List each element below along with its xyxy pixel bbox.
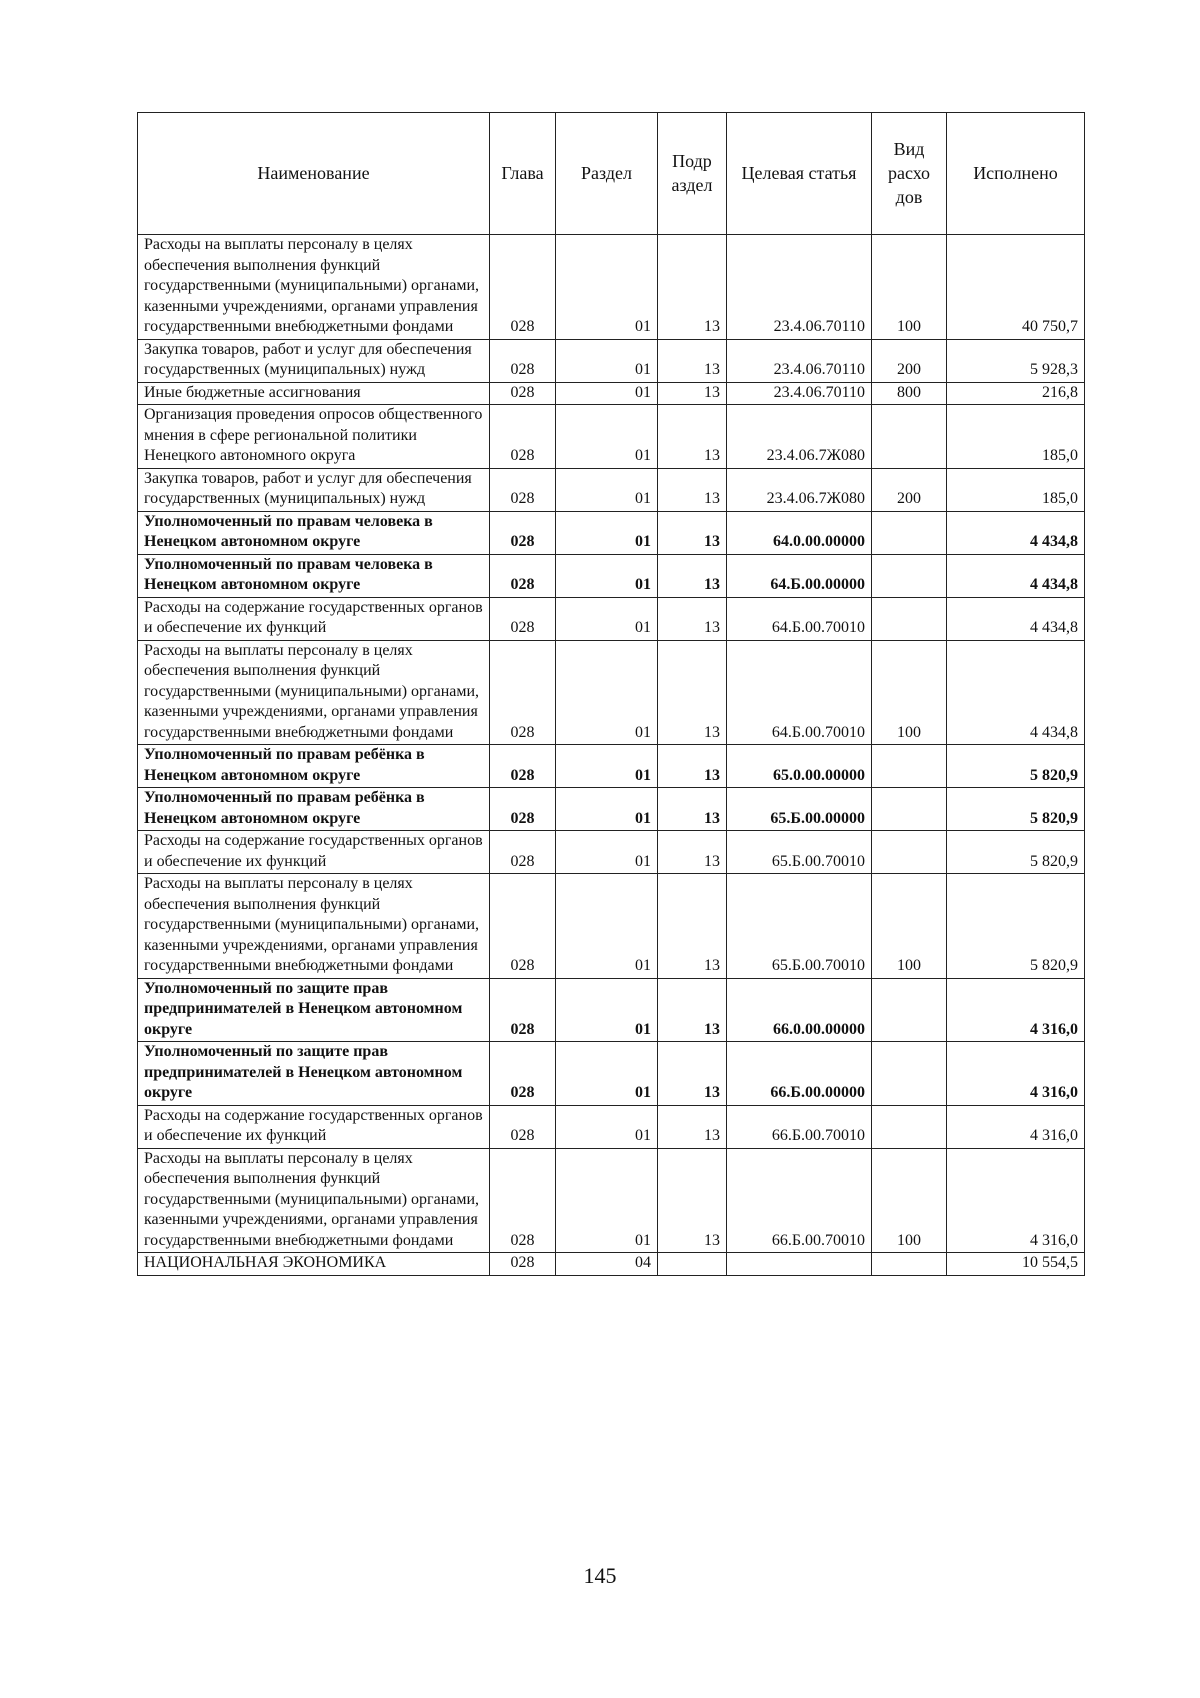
- cell-name: Расходы на содержание государственных органов и обеспечение их функций: [138, 597, 490, 640]
- cell-amount: 4 434,8: [947, 597, 1085, 640]
- header-kind: Вид расхо дов: [872, 113, 947, 235]
- cell-amount: 4 316,0: [947, 1042, 1085, 1106]
- cell-amount: 4 316,0: [947, 1105, 1085, 1148]
- cell-kind: 100: [872, 235, 947, 340]
- cell-subsection: 13: [658, 511, 727, 554]
- cell-section: 01: [556, 235, 658, 340]
- table-row: [138, 1253, 1085, 1276]
- cell-section: 01: [556, 831, 658, 874]
- cell-subsection: 13: [658, 788, 727, 831]
- cell-amount: 5 820,9: [947, 831, 1085, 874]
- table-row: [138, 978, 1085, 1042]
- table-row: [138, 405, 1085, 469]
- cell-amount: 5 820,9: [947, 874, 1085, 979]
- cell-kind: [872, 1253, 947, 1276]
- cell-kind: [872, 1042, 947, 1106]
- cell-name: Уполномоченный по защите прав предпринимателей в Ненецком автономном округе: [138, 978, 490, 1042]
- cell-article: 65.0.00.00000: [727, 745, 872, 788]
- cell-amount: 185,0: [947, 405, 1085, 469]
- cell-kind: 100: [872, 640, 947, 745]
- table-row: [138, 831, 1085, 874]
- cell-kind: [872, 831, 947, 874]
- cell-chapter: 028: [490, 1042, 556, 1106]
- table-row: [138, 1148, 1085, 1253]
- cell-amount: 4 434,8: [947, 554, 1085, 597]
- cell-article: 66.Б.00.70010: [727, 1148, 872, 1253]
- header-section: Раздел: [556, 113, 658, 235]
- cell-chapter: 028: [490, 382, 556, 405]
- cell-amount: 185,0: [947, 468, 1085, 511]
- cell-article: 64.Б.00.70010: [727, 640, 872, 745]
- cell-name: Закупка товаров, работ и услуг для обеспечения государственных (муниципальных) нужд: [138, 339, 490, 382]
- cell-kind: [872, 554, 947, 597]
- cell-amount: 5 928,3: [947, 339, 1085, 382]
- cell-amount: 10 554,5: [947, 1253, 1085, 1276]
- table-row: [138, 382, 1085, 405]
- cell-section: 01: [556, 978, 658, 1042]
- cell-section: 01: [556, 788, 658, 831]
- cell-kind: 200: [872, 468, 947, 511]
- cell-name: Закупка товаров, работ и услуг для обеспечения государственных (муниципальных) нужд: [138, 468, 490, 511]
- cell-amount: 4 316,0: [947, 978, 1085, 1042]
- cell-name: Расходы на содержание государственных органов и обеспечение их функций: [138, 1105, 490, 1148]
- cell-subsection: 13: [658, 831, 727, 874]
- cell-kind: [872, 405, 947, 469]
- cell-amount: 4 434,8: [947, 511, 1085, 554]
- cell-chapter: 028: [490, 1148, 556, 1253]
- cell-kind: 200: [872, 339, 947, 382]
- cell-chapter: 028: [490, 235, 556, 340]
- cell-kind: [872, 978, 947, 1042]
- cell-article: 65.Б.00.70010: [727, 874, 872, 979]
- header-name: Наименование: [138, 113, 490, 235]
- cell-name: Расходы на выплаты персоналу в целях обеспечения выполнения функций государственными (муниципальными) органами, казенными учреждениями, органами управления государственными внебюджетными фондами: [138, 235, 490, 340]
- cell-chapter: 028: [490, 978, 556, 1042]
- cell-chapter: 028: [490, 1253, 556, 1276]
- cell-section: 01: [556, 1042, 658, 1106]
- cell-article: 65.Б.00.00000: [727, 788, 872, 831]
- cell-section: 01: [556, 640, 658, 745]
- cell-section: 01: [556, 382, 658, 405]
- table-row: [138, 874, 1085, 979]
- cell-amount: 5 820,9: [947, 788, 1085, 831]
- cell-name: Уполномоченный по защите прав предпринимателей в Ненецком автономном округе: [138, 1042, 490, 1106]
- table-row: [138, 511, 1085, 554]
- cell-subsection: 13: [658, 468, 727, 511]
- cell-subsection: 13: [658, 554, 727, 597]
- table-row: [138, 597, 1085, 640]
- cell-section: 01: [556, 745, 658, 788]
- cell-article: 64.0.00.00000: [727, 511, 872, 554]
- cell-article: 64.Б.00.00000: [727, 554, 872, 597]
- table-row: [138, 745, 1085, 788]
- cell-section: 01: [556, 468, 658, 511]
- cell-article: 23.4.06.70110: [727, 339, 872, 382]
- cell-subsection: 13: [658, 978, 727, 1042]
- cell-subsection: 13: [658, 405, 727, 469]
- cell-section: 01: [556, 1105, 658, 1148]
- cell-amount: 216,8: [947, 382, 1085, 405]
- cell-name: Уполномоченный по правам ребёнка в Ненецком автономном округе: [138, 788, 490, 831]
- table-row: [138, 235, 1085, 340]
- cell-amount: 4 434,8: [947, 640, 1085, 745]
- cell-kind: 800: [872, 382, 947, 405]
- cell-subsection: 13: [658, 1042, 727, 1106]
- cell-article: [727, 1253, 872, 1276]
- cell-subsection: 13: [658, 640, 727, 745]
- table-row: [138, 1042, 1085, 1106]
- cell-chapter: 028: [490, 1105, 556, 1148]
- header-chapter: Глава: [490, 113, 556, 235]
- cell-chapter: 028: [490, 511, 556, 554]
- cell-section: 01: [556, 554, 658, 597]
- cell-name: Иные бюджетные ассигнования: [138, 382, 490, 405]
- cell-subsection: [658, 1253, 727, 1276]
- table-row: [138, 788, 1085, 831]
- cell-name: Уполномоченный по правам человека в Ненецком автономном округе: [138, 554, 490, 597]
- cell-article: 23.4.06.7Ж080: [727, 405, 872, 469]
- cell-kind: [872, 597, 947, 640]
- table-row: [138, 339, 1085, 382]
- cell-chapter: 028: [490, 554, 556, 597]
- cell-section: 01: [556, 339, 658, 382]
- cell-chapter: 028: [490, 468, 556, 511]
- cell-section: 01: [556, 511, 658, 554]
- cell-name: НАЦИОНАЛЬНАЯ ЭКОНОМИКА: [138, 1253, 490, 1276]
- cell-section: 01: [556, 597, 658, 640]
- cell-name: Уполномоченный по правам ребёнка в Ненецком автономном округе: [138, 745, 490, 788]
- cell-section: 01: [556, 405, 658, 469]
- cell-section: 04: [556, 1253, 658, 1276]
- table-body: [138, 235, 1085, 1276]
- cell-article: 23.4.06.7Ж080: [727, 468, 872, 511]
- cell-chapter: 028: [490, 874, 556, 979]
- cell-kind: 100: [872, 874, 947, 979]
- cell-amount: 40 750,7: [947, 235, 1085, 340]
- table-row: [138, 640, 1085, 745]
- budget-table: [137, 112, 1085, 1276]
- cell-subsection: 13: [658, 235, 727, 340]
- cell-subsection: 13: [658, 874, 727, 979]
- table-row: [138, 1105, 1085, 1148]
- cell-article: 64.Б.00.70010: [727, 597, 872, 640]
- cell-subsection: 13: [658, 1148, 727, 1253]
- cell-subsection: 13: [658, 597, 727, 640]
- table-row: [138, 468, 1085, 511]
- cell-article: 66.0.00.00000: [727, 978, 872, 1042]
- cell-article: 66.Б.00.70010: [727, 1105, 872, 1148]
- cell-section: 01: [556, 1148, 658, 1253]
- cell-chapter: 028: [490, 597, 556, 640]
- cell-kind: 100: [872, 1148, 947, 1253]
- table-header-row: [138, 113, 1085, 235]
- cell-name: Расходы на выплаты персоналу в целях обеспечения выполнения функций государственными (муниципальными) органами, казенными учреждениями, органами управления государственными внебюджетными фондами: [138, 1148, 490, 1253]
- header-amount: Исполнено: [947, 113, 1085, 235]
- cell-chapter: 028: [490, 788, 556, 831]
- cell-kind: [872, 1105, 947, 1148]
- cell-article: 23.4.06.70110: [727, 235, 872, 340]
- cell-kind: [872, 788, 947, 831]
- header-subsection: Подр аздел: [658, 113, 727, 235]
- cell-chapter: 028: [490, 831, 556, 874]
- cell-name: Расходы на содержание государственных органов и обеспечение их функций: [138, 831, 490, 874]
- cell-chapter: 028: [490, 640, 556, 745]
- cell-kind: [872, 511, 947, 554]
- cell-amount: 5 820,9: [947, 745, 1085, 788]
- cell-chapter: 028: [490, 405, 556, 469]
- table-row: [138, 554, 1085, 597]
- cell-article: 66.Б.00.00000: [727, 1042, 872, 1106]
- cell-subsection: 13: [658, 339, 727, 382]
- cell-subsection: 13: [658, 745, 727, 788]
- cell-article: 65.Б.00.70010: [727, 831, 872, 874]
- cell-amount: 4 316,0: [947, 1148, 1085, 1253]
- cell-section: 01: [556, 874, 658, 979]
- cell-name: Организация проведения опросов общественного мнения в сфере региональной политики Ненецкого автономного округа: [138, 405, 490, 469]
- cell-chapter: 028: [490, 745, 556, 788]
- cell-kind: [872, 745, 947, 788]
- cell-chapter: 028: [490, 339, 556, 382]
- page-number: 145: [583, 1563, 617, 1588]
- cell-name: Расходы на выплаты персоналу в целях обеспечения выполнения функций государственными (муниципальными) органами, казенными учреждениями, органами управления государственными внебюджетными фондами: [138, 874, 490, 979]
- cell-subsection: 13: [658, 1105, 727, 1148]
- cell-name: Уполномоченный по правам человека в Ненецком автономном округе: [138, 511, 490, 554]
- header-article: Целевая статья: [727, 113, 872, 235]
- cell-subsection: 13: [658, 382, 727, 405]
- cell-article: 23.4.06.70110: [727, 382, 872, 405]
- cell-name: Расходы на выплаты персоналу в целях обеспечения выполнения функций государственными (муниципальными) органами, казенными учреждениями, органами управления государственными внебюджетными фондами: [138, 640, 490, 745]
